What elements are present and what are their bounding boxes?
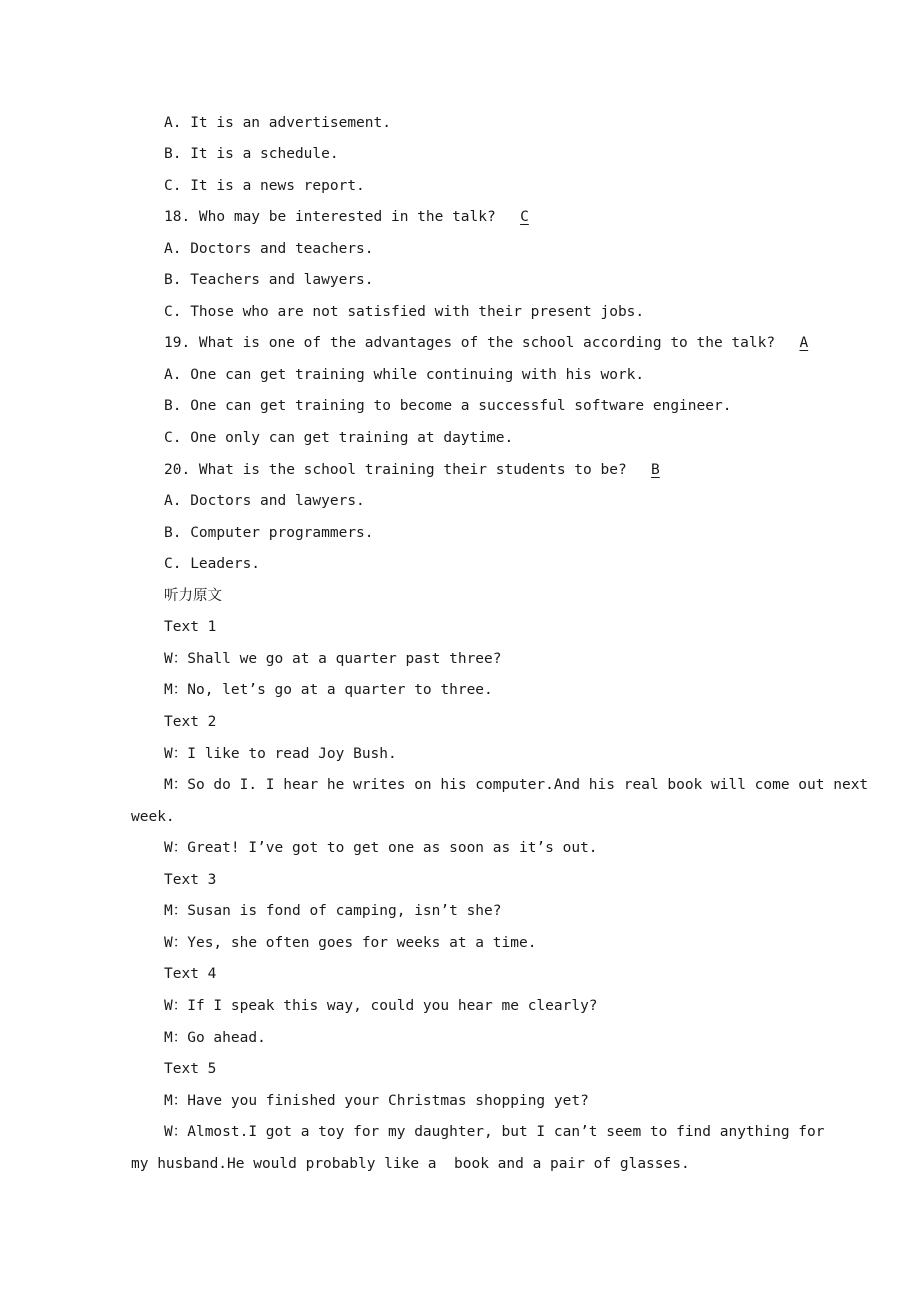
q18-answer: C [520,209,529,225]
text5-line-2: W：Almost.I got a toy for my daughter, but I can’t seem to find anything for [164,1124,825,1140]
q17-option-c: C. It is a news report. [164,178,365,194]
q18-option-a: A. Doctors and teachers. [164,241,374,257]
text1-title: Text 1 [164,619,217,635]
q17-option-b: B. It is a schedule. [164,146,339,162]
text1-line-2: M：No, let’s go at a quarter to three. [164,682,493,698]
text4-title: Text 4 [164,966,217,982]
q18-question-line [164,207,544,227]
q19-question: 19. What is one of the advantages of the school according to the talk? [164,335,776,351]
q20-answer: B [651,462,660,478]
q20-option-c: C. Leaders. [164,556,261,572]
text2-line-2-wrap: week. [131,809,175,825]
q18-question: 18. Who may be interested in the talk? [164,209,496,225]
q19-answer: A [799,335,809,351]
text2-title: Text 2 [164,714,217,730]
q20-option-b: B. Computer programmers. [164,525,374,541]
text3-line-1: M：Susan is fond of camping, isn’t she? [164,903,502,919]
q18-option-c: C. Those who are not satisfied with their present jobs. [164,304,645,320]
text2-line-2: M：So do I. I hear he writes on his computer.And his real book will come out next [164,777,869,793]
q19-question-line [164,333,824,353]
q18-option-b: B. Teachers and lawyers. [164,272,374,288]
q19-option-b: B. One can get training to become a successful software engineer. [164,398,732,414]
text5-line-1: M：Have you finished your Christmas shopping yet? [164,1093,589,1109]
text3-title: Text 3 [164,872,217,888]
q17-option-a: A. It is an advertisement. [164,115,391,131]
transcript-heading: 听力原文 [164,588,222,604]
text2-line-3: W：Great! I’ve got to get one as soon as it’s out. [164,840,598,856]
q20-question-line [164,460,675,480]
q19-option-c: C. One only can get training at daytime. [164,430,514,446]
text5-title: Text 5 [164,1061,217,1077]
text1-line-1: W：Shall we go at a quarter past three? [164,651,502,667]
text4-line-1: W：If I speak this way, could you hear me clearly? [164,998,598,1014]
q20-question: 20. What is the school training their students to be? [164,462,627,478]
text5-line-2-wrap: my husband.He would probably like a book and a pair of glasses. [131,1156,690,1172]
q20-option-a: A. Doctors and lawyers. [164,493,365,509]
text2-line-1: W：I like to read Joy Bush. [164,746,397,762]
text4-line-2: M：Go ahead. [164,1030,266,1046]
q19-option-a: A. One can get training while continuing with his work. [164,367,645,383]
text3-line-2: W：Yes, she often goes for weeks at a time. [164,935,537,951]
